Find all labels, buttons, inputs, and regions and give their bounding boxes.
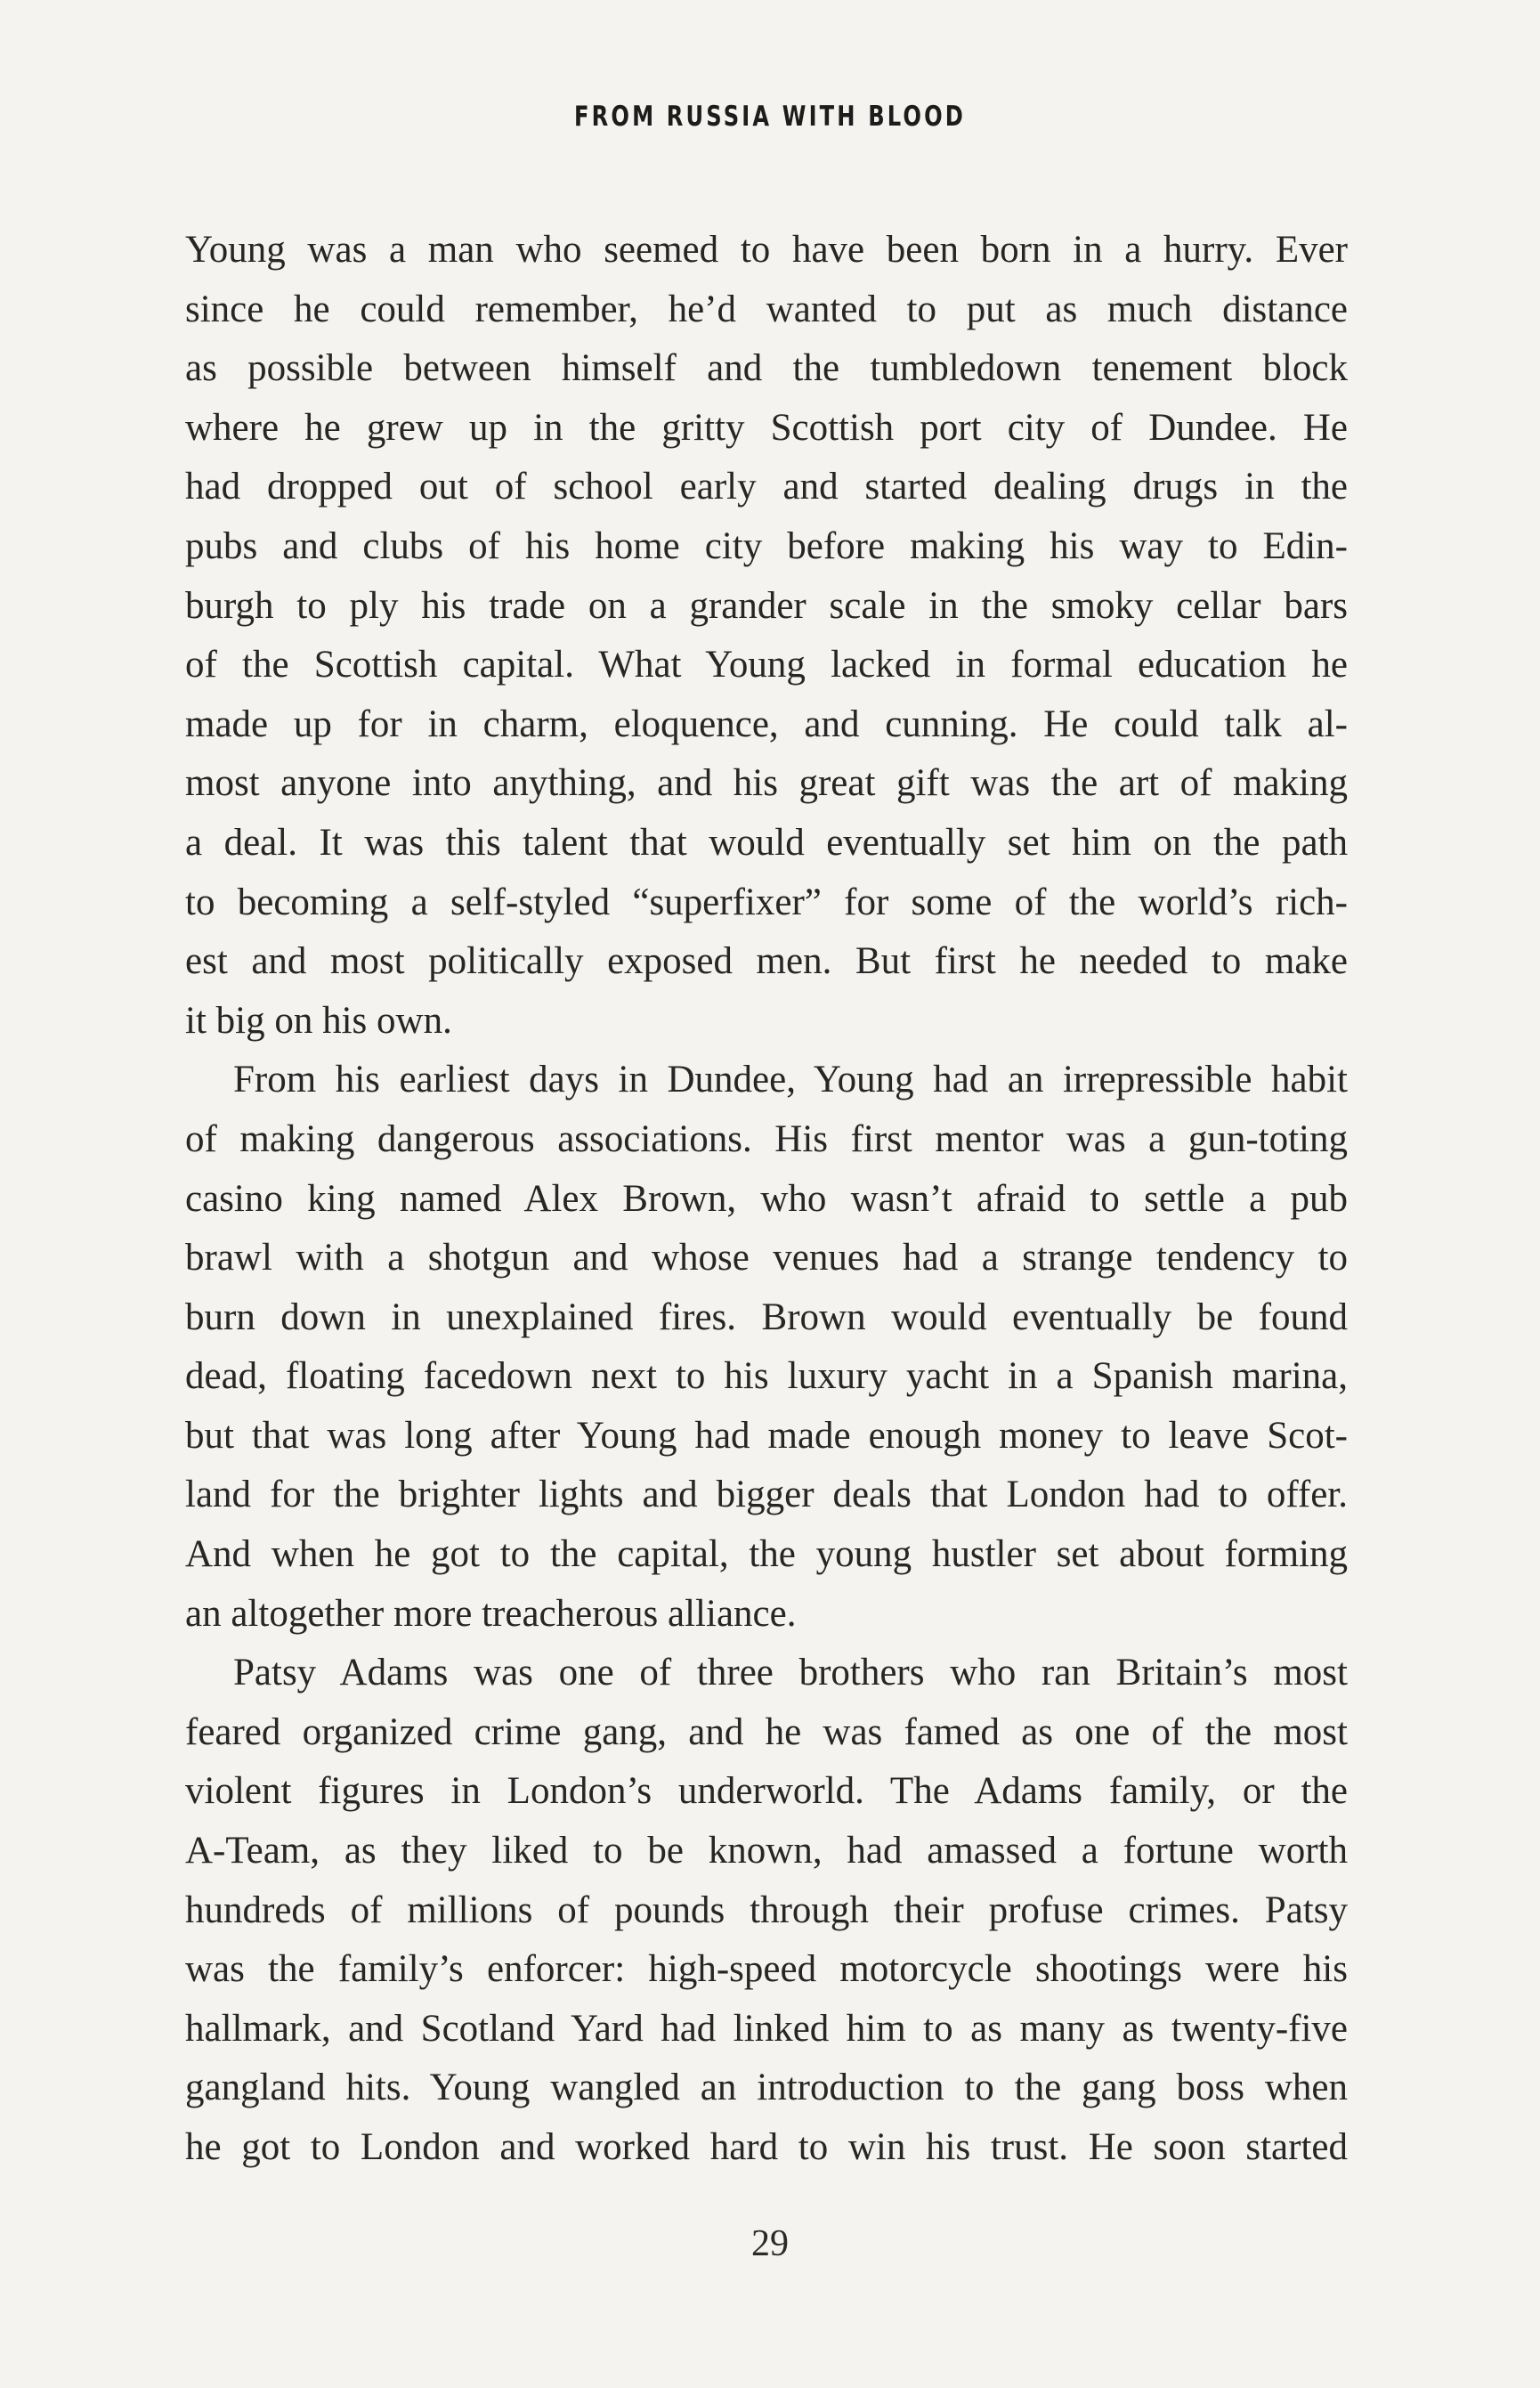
body-text — [185, 221, 1348, 2178]
text-line: burn down in unexplained fires. Brown would eventually be found — [185, 1296, 1348, 1338]
page-number: 29 — [751, 2223, 789, 2264]
text-line: an altogether more treacherous alliance. — [185, 1592, 797, 1635]
text-line: most anyone into anything, and his great gift was the art of making — [185, 762, 1348, 805]
text-line: but that was long after Young had made enough money to leave Scot- — [185, 1414, 1348, 1457]
text-line: of the Scottish capital. What Young lacked in formal education he — [185, 644, 1348, 686]
text-line: as possible between himself and the tumbledown tenement block — [185, 347, 1348, 390]
text-line: of making dangerous associations. His first mentor was a gun-toting — [185, 1117, 1348, 1160]
paragraph-3 — [185, 1644, 1348, 2177]
text-line: brawl with a shotgun and whose venues had a strange tendency to — [185, 1237, 1348, 1279]
text-line: dead, floating facedown next to his luxury yacht in a Spanish marina, — [185, 1355, 1348, 1398]
running-head: FROM RUSSIA WITH BLOOD — [574, 101, 966, 133]
text-line: a deal. It was this talent that would eventually set him on the path — [185, 821, 1348, 864]
text-line: was the family’s enforcer: high-speed motorcycle shootings were his — [185, 1948, 1348, 1991]
text-line: hallmark, and Scotland Yard had linked him to as many as twenty-five — [185, 2007, 1348, 2050]
text-line: And when he got to the capital, the young hustler set about forming — [185, 1533, 1348, 1576]
text-line: Patsy Adams was one of three brothers who ran Britain’s most — [233, 1652, 1348, 1694]
text-line: made up for in charm, eloquence, and cunning. He could talk al- — [185, 703, 1348, 745]
text-line: had dropped out of school early and started dealing drugs in the — [185, 466, 1348, 508]
text-line: A-Team, as they liked to be known, had amassed a fortune worth — [185, 1830, 1348, 1872]
paragraph-2 — [185, 1051, 1348, 1644]
text-line: casino king named Alex Brown, who wasn’t afraid to settle a pub — [185, 1177, 1348, 1220]
text-line: pubs and clubs of his home city before making his way to Edin- — [185, 524, 1348, 567]
text-line: violent figures in London’s underworld. The Adams family, or the — [185, 1770, 1348, 1813]
text-line: est and most politically exposed men. But first he needed to make — [185, 940, 1348, 983]
paragraph-1 — [185, 221, 1348, 1051]
text-line: since he could remember, he’d wanted to put as much distance — [185, 288, 1348, 330]
text-line: where he grew up in the gritty Scottish port city of Dundee. He — [185, 406, 1348, 449]
text-line: burgh to ply his trade on a grander scale in the smoky cellar bars — [185, 584, 1348, 627]
text-line: feared organized crime gang, and he was famed as one of the most — [185, 1710, 1348, 1753]
text-line: From his earliest days in Dundee, Young had an irrepressible habit — [233, 1059, 1348, 1101]
text-line: Young was a man who seemed to have been born in a hurry. Ever — [185, 229, 1348, 271]
text-line: land for the brighter lights and bigger deals that London had to offer. — [185, 1474, 1348, 1516]
text-line: he got to London and worked hard to win his trust. He soon started — [185, 2126, 1348, 2168]
text-line: hundreds of millions of pounds through their profuse crimes. Patsy — [185, 1888, 1348, 1931]
text-line: gangland hits. Young wangled an introduction to the gang boss when — [185, 2067, 1348, 2109]
text-line: it big on his own. — [185, 999, 452, 1042]
text-line: to becoming a self-styled “superfixer” for some of the world’s rich- — [185, 881, 1348, 923]
